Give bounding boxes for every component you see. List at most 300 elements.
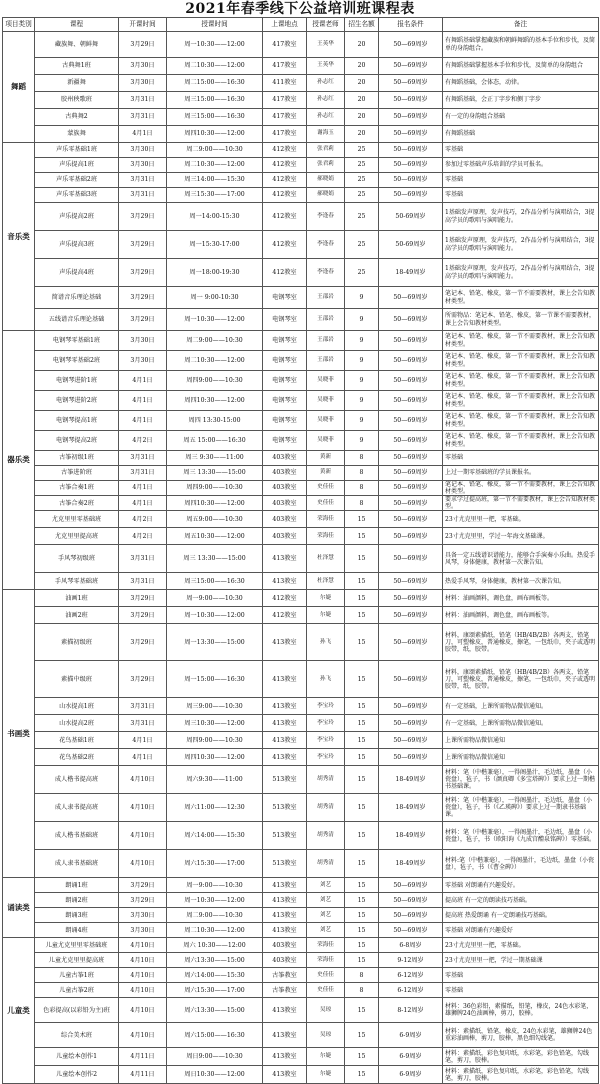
teacher-cell: 吴晓菲 — [307, 371, 345, 391]
requirement-cell: 50—69周岁 — [379, 126, 443, 143]
quota-cell: 25 — [345, 231, 379, 259]
quota-cell: 20 — [345, 92, 379, 109]
location-cell: 电钢琴室 — [263, 309, 307, 331]
course-cell: 儿童绘本创作1 — [35, 1048, 119, 1066]
category-cell: 儿童类 — [3, 938, 35, 1084]
class-time-cell: 周六15:30——17:00 — [167, 983, 263, 998]
notes-cell: 提高班 有一定的朗读技巧基础。 — [443, 893, 599, 908]
teacher-cell: 黄新 — [307, 451, 345, 466]
requirement-cell: 50—69周岁 — [379, 143, 443, 158]
notes-cell: 23寸尤克里里一把，零基础。 — [443, 938, 599, 953]
quota-cell: 15 — [345, 794, 379, 822]
location-cell: 513教室 — [263, 766, 307, 794]
quota-cell: 8 — [345, 983, 379, 998]
start-date-cell: 3月30日 — [119, 331, 167, 351]
quota-cell: 15 — [345, 822, 379, 850]
start-date-cell: 4月11日 — [119, 1066, 167, 1084]
notes-cell: 笔记本、铅笔、橡皮，第一节不需要教材，课上会告知教材类型。 — [443, 331, 599, 351]
requirement-cell: 50—69周岁 — [379, 908, 443, 923]
table-row — [3, 573, 599, 590]
class-time-cell: 周二10:30——12:00 — [167, 923, 263, 938]
quota-cell: 25 — [345, 259, 379, 287]
requirement-cell: 50—69周岁 — [379, 481, 443, 496]
notes-cell: 笔记本、铅笔、橡皮，第一节不需要教材，课上会告知教材类型。 — [443, 431, 599, 451]
quota-cell: 15 — [345, 938, 379, 953]
requirement-cell: 50—69周岁 — [379, 573, 443, 590]
notes-cell: 笔记本、铅笔、橡皮，第一节不需要教材，课上会告知教材类型。 — [443, 391, 599, 411]
teacher-cell: 李逢春 — [307, 259, 345, 287]
notes-cell: 提高班 热爱朗诵 有一定朗诵技巧基础。 — [443, 908, 599, 923]
teacher-cell: 郝晓娟 — [307, 188, 345, 203]
table-row — [3, 766, 599, 794]
course-cell: 蒙族舞 — [35, 126, 119, 143]
quota-cell: 15 — [345, 698, 379, 715]
requirement-cell: 50—69周岁 — [379, 32, 443, 58]
quota-cell: 25 — [345, 173, 379, 188]
table-row — [3, 466, 599, 481]
class-time-cell: 周六 10:30——12:00 — [167, 938, 263, 953]
table-row — [3, 351, 599, 371]
table-row — [3, 1048, 599, 1066]
teacher-cell: 史佳佳 — [307, 968, 345, 983]
start-date-cell: 3月31日 — [119, 573, 167, 590]
course-cell: 电钢琴提高2班 — [35, 431, 119, 451]
table-row — [3, 143, 599, 158]
teacher-cell: 胡秀清 — [307, 794, 345, 822]
teacher-cell: 张君莉 — [307, 158, 345, 173]
start-date-cell: 3月29日 — [119, 259, 167, 287]
teacher-cell: 荣海佳 — [307, 511, 345, 528]
requirement-cell: 50-69周岁 — [379, 203, 443, 231]
table-row — [3, 109, 599, 126]
quota-cell: 25 — [345, 143, 379, 158]
course-cell: 声乐零基础3班 — [35, 188, 119, 203]
table-row — [3, 496, 599, 511]
notes-cell: 材料：笔（中楷兼毫），一得阁墨汁，毛边纸，墨盘（小瓷盘），毡子，书（颜真卿《多宝塔碑》）要求上过一期楷书基础课。 — [443, 766, 599, 794]
requirement-cell: 18-49周岁 — [379, 850, 443, 878]
start-date-cell: 4月10日 — [119, 850, 167, 878]
location-cell: 电钢琴室 — [263, 411, 307, 431]
location-cell: 417教室 — [263, 32, 307, 58]
course-cell: 素描中级班 — [35, 661, 119, 698]
location-cell: 413教室 — [263, 878, 307, 893]
notes-cell: 1基础发声原理，发声技巧，2作品分析与演唱结合，3提高学员的歌唱与演唱能力。 — [443, 203, 599, 231]
location-cell: 412教室 — [263, 143, 307, 158]
class-time-cell: 周五9:00——10:30 — [167, 511, 263, 528]
quota-cell: 15 — [345, 908, 379, 923]
requirement-cell: 50—69周岁 — [379, 923, 443, 938]
table-row — [3, 794, 599, 822]
start-date-cell: 3月30日 — [119, 75, 167, 92]
table-row — [3, 511, 599, 528]
teacher-cell: 史佳佳 — [307, 496, 345, 511]
location-cell: 417教室 — [263, 126, 307, 143]
start-date-cell: 4月1日 — [119, 496, 167, 511]
start-date-cell: 4月10日 — [119, 968, 167, 983]
notes-cell: 有舞蹈基础掌握藏族和朝鲜舞蹈的基本手位和步伐，及简单的身韵组合。 — [443, 32, 599, 58]
requirement-cell: 50—69周岁 — [379, 466, 443, 481]
start-date-cell: 3月31日 — [119, 451, 167, 466]
table-row — [3, 983, 599, 998]
class-time-cell: 周五10:30——12:00 — [167, 528, 263, 545]
quota-cell: 15 — [345, 1048, 379, 1066]
quota-cell: 20 — [345, 32, 379, 58]
requirement-cell: 50—69周岁 — [379, 75, 443, 92]
class-time-cell: 周三10:30——12:00 — [167, 715, 263, 732]
start-date-cell: 4月1日 — [119, 391, 167, 411]
requirement-cell: 50—69周岁 — [379, 109, 443, 126]
start-date-cell: 4月11日 — [119, 1048, 167, 1066]
table-row — [3, 923, 599, 938]
table-row — [3, 698, 599, 715]
class-time-cell: 周六14:00——15:30 — [167, 968, 263, 983]
teacher-cell: 荣海佳 — [307, 938, 345, 953]
category-cell: 舞蹈 — [3, 32, 35, 143]
quota-cell: 9 — [345, 309, 379, 331]
notes-cell: 材料:笔（中楷兼毫），一得阁墨汁，毛边纸，墨盘（小瓷盘），毡子，书（《曹全碑》） — [443, 850, 599, 878]
start-date-cell: 4月2日 — [119, 431, 167, 451]
notes-cell: 零基础 — [443, 451, 599, 466]
quota-cell: 15 — [345, 624, 379, 661]
class-time-cell: 周三15:00——16:30 — [167, 109, 263, 126]
class-time-cell: 周四 13:30-15:00 — [167, 411, 263, 431]
course-cell: 简谱音乐理论基础 — [35, 287, 119, 309]
teacher-cell: 王邵岩 — [307, 287, 345, 309]
start-date-cell: 4月1日 — [119, 749, 167, 766]
start-date-cell: 4月10日 — [119, 938, 167, 953]
notes-cell: 零基础 对朗诵有兴趣爱好。 — [443, 878, 599, 893]
requirement-cell: 9-12周岁 — [379, 953, 443, 968]
course-cell: 声乐提高4班 — [35, 259, 119, 287]
notes-cell: 材料：36色彩铅，素描纸，铅笔，橡皮，24色水彩笔，雄狮牌24色油画棒，剪刀，胶棒。 — [443, 998, 599, 1023]
notes-cell: 零基础 — [443, 983, 599, 998]
notes-cell: 1基础发声原理，发声技巧，2作品分析与演唱结合，3提高学员的歌唱与演唱能力。 — [443, 231, 599, 259]
requirement-cell: 50—69周岁 — [379, 173, 443, 188]
teacher-cell: 孙志红 — [307, 92, 345, 109]
notes-cell: 所需物品：笔记本、铅笔、橡皮，第一节课不需要教材，课上会告知教材类型。 — [443, 309, 599, 331]
start-date-cell: 3月30日 — [119, 923, 167, 938]
location-cell: 403教室 — [263, 511, 307, 528]
class-time-cell: 周六13:30——15:00 — [167, 998, 263, 1023]
quota-cell: 8 — [345, 466, 379, 481]
notes-cell: 上过一期零基础班的学员课报名。 — [443, 466, 599, 481]
requirement-cell: 50—69周岁 — [379, 188, 443, 203]
class-time-cell: 周四10:30——12:00 — [167, 496, 263, 511]
teacher-cell: 黄新 — [307, 466, 345, 481]
course-cell: 油画1班 — [35, 590, 119, 607]
teacher-cell: 胡秀清 — [307, 766, 345, 794]
course-cell: 朗诵3班 — [35, 908, 119, 923]
requirement-cell: 50—69周岁 — [379, 92, 443, 109]
teacher-cell: 荣海佳 — [307, 528, 345, 545]
requirement-cell: 50—69周岁 — [379, 511, 443, 528]
start-date-cell: 3月29日 — [119, 607, 167, 624]
teacher-cell: 王英华 — [307, 32, 345, 58]
course-cell: 古典舞1班 — [35, 58, 119, 75]
teacher-cell: 胡秀清 — [307, 850, 345, 878]
table-row — [3, 953, 599, 968]
course-cell: 素描初级班 — [35, 624, 119, 661]
class-time-cell: 周四9:00——10:30 — [167, 732, 263, 749]
quota-cell: 20 — [345, 109, 379, 126]
quota-cell: 15 — [345, 1023, 379, 1048]
teacher-cell: 孙飞 — [307, 661, 345, 698]
location-cell: 413教室 — [263, 1023, 307, 1048]
course-cell: 声乐零基础1班 — [35, 143, 119, 158]
notes-cell: 材料：笔（中楷兼毫），一得阁墨汁，毛边纸，墨盘（小瓷盘），毡子，书（《乙瑛碑》）要求上过一期隶书基础课。 — [443, 794, 599, 822]
quota-cell: 9 — [345, 331, 379, 351]
location-cell: 412教室 — [263, 231, 307, 259]
teacher-cell: 吴琼 — [307, 1023, 345, 1048]
table-row — [3, 203, 599, 231]
course-cell: 五线谱音乐理论基础 — [35, 309, 119, 331]
header-quota: 招生名额 — [345, 18, 379, 32]
location-cell: 412教室 — [263, 188, 307, 203]
class-time-cell: 周三9:00——10:30 — [167, 698, 263, 715]
table-row — [3, 231, 599, 259]
class-time-cell: 周六13:30——15:00 — [167, 953, 263, 968]
table-row — [3, 158, 599, 173]
teacher-cell: 刘艺 — [307, 878, 345, 893]
table-row — [3, 938, 599, 953]
notes-cell: 笔记本、铅笔、橡皮，第一节不需要教材，课上会告知教材类型。 — [443, 371, 599, 391]
class-time-cell: 周二15:00——16:30 — [167, 75, 263, 92]
quota-cell: 15 — [345, 607, 379, 624]
teacher-cell: 杜泽慧 — [307, 573, 345, 590]
table-row — [3, 850, 599, 878]
notes-cell: 零基础 — [443, 143, 599, 158]
notes-cell: 上课所需物品微信通知 — [443, 732, 599, 749]
course-cell: 胶州秧歌班 — [35, 92, 119, 109]
teacher-cell: 吴晓菲 — [307, 411, 345, 431]
start-date-cell: 3月29日 — [119, 878, 167, 893]
notes-cell: 材料，康颂素描纸，铅笔（HB/4B/2B）各两支，铅笔刀，可塑橡皮，普通橡皮，擦笔，一包纸巾，夹子或透明胶带，纸，胶带。 — [443, 661, 599, 698]
class-time-cell: 周六14:00——15:30 — [167, 822, 263, 850]
quota-cell: 9 — [345, 431, 379, 451]
start-date-cell: 4月10日 — [119, 983, 167, 998]
requirement-cell: 6-9周岁 — [379, 1023, 443, 1048]
teacher-cell: 胡秀清 — [307, 822, 345, 850]
class-time-cell: 周二10:30——12:00 — [167, 58, 263, 75]
location-cell: 403教室 — [263, 481, 307, 496]
header-requirement: 报名条件 — [379, 18, 443, 32]
notes-cell: 材料，康颂素描纸，铅笔（HB/4B/2B）各两支，铅笔刀，可塑橡皮，普通橡皮，擦笔，一包纸巾，夹子或透明胶带，纸，胶带。 — [443, 624, 599, 661]
start-date-cell: 4月1日 — [119, 732, 167, 749]
requirement-cell: 6-9周岁 — [379, 1066, 443, 1084]
start-date-cell: 3月29日 — [119, 661, 167, 698]
course-schedule-table — [2, 17, 599, 1084]
location-cell: 411教室 — [263, 75, 307, 92]
teacher-cell: 尔婕 — [307, 1048, 345, 1066]
location-cell: 403教室 — [263, 466, 307, 481]
notes-cell: 零基础 — [443, 968, 599, 983]
requirement-cell: 18-49周岁 — [379, 794, 443, 822]
class-time-cell: 周四10:30——12:00 — [167, 391, 263, 411]
course-cell: 花鸟基础2班 — [35, 749, 119, 766]
notes-cell: 有一定基础，上课所需物品微信通知。 — [443, 715, 599, 732]
class-time-cell: 周一13:30——15:00 — [167, 624, 263, 661]
teacher-cell: 尔婕 — [307, 607, 345, 624]
start-date-cell: 3月29日 — [119, 624, 167, 661]
course-cell: 手风琴零基础班 — [35, 573, 119, 590]
table-row — [3, 998, 599, 1023]
location-cell: 417教室 — [263, 58, 307, 75]
start-date-cell: 3月31日 — [119, 715, 167, 732]
location-cell: 513教室 — [263, 794, 307, 822]
header-category: 项目类别 — [3, 18, 35, 32]
class-time-cell: 周四9:00——10:30 — [167, 371, 263, 391]
location-cell: 413教室 — [263, 893, 307, 908]
table-row — [3, 309, 599, 331]
location-cell: 413教室 — [263, 715, 307, 732]
requirement-cell: 50—69周岁 — [379, 431, 443, 451]
table-row — [3, 126, 599, 143]
start-date-cell: 3月31日 — [119, 109, 167, 126]
location-cell: 413教室 — [263, 624, 307, 661]
location-cell: 413教室 — [263, 545, 307, 573]
table-row — [3, 75, 599, 92]
quota-cell: 20 — [345, 75, 379, 92]
course-cell: 声乐提高2班 — [35, 203, 119, 231]
course-cell: 儿童尤克里里提高班 — [35, 953, 119, 968]
notes-cell: 23寸尤克里里，学过一年海文基础课。 — [443, 528, 599, 545]
requirement-cell: 50—69周岁 — [379, 893, 443, 908]
header-start-date: 开课时间 — [119, 18, 167, 32]
location-cell: 413教室 — [263, 908, 307, 923]
course-cell: 山水提高2班 — [35, 715, 119, 732]
requirement-cell: 50—69周岁 — [379, 331, 443, 351]
location-cell: 413教室 — [263, 1048, 307, 1066]
table-header-row — [3, 18, 599, 32]
course-cell: 电钢琴零基础2班 — [35, 351, 119, 371]
course-cell: 朗诵4班 — [35, 923, 119, 938]
notes-cell: 有舞蹈基础，会体态，动律。 — [443, 75, 599, 92]
course-cell: 油画2班 — [35, 607, 119, 624]
location-cell: 412教室 — [263, 259, 307, 287]
course-cell: 尤克里里零基础班 — [35, 511, 119, 528]
location-cell: 412教室 — [263, 158, 307, 173]
class-time-cell: 周一 9:00-10:30 — [167, 287, 263, 309]
notes-cell: 有一定基础，上课所需物品微信通知。 — [443, 698, 599, 715]
start-date-cell: 3月31日 — [119, 173, 167, 188]
teacher-cell: 王英华 — [307, 58, 345, 75]
location-cell: 413教室 — [263, 732, 307, 749]
location-cell: 403教室 — [263, 953, 307, 968]
course-cell: 朗诵2班 — [35, 893, 119, 908]
start-date-cell: 3月29日 — [119, 893, 167, 908]
class-time-cell: 周四10:30——12:00 — [167, 749, 263, 766]
notes-cell: 零基础 — [443, 188, 599, 203]
location-cell: 403教室 — [263, 496, 307, 511]
teacher-cell: 刘艺 — [307, 923, 345, 938]
quota-cell: 15 — [345, 850, 379, 878]
quota-cell: 9 — [345, 411, 379, 431]
teacher-cell: 王邵岩 — [307, 309, 345, 331]
requirement-cell: 8-12周岁 — [379, 998, 443, 1023]
course-cell: 成人楷书提高班 — [35, 766, 119, 794]
requirement-cell: 50—69周岁 — [379, 749, 443, 766]
teacher-cell: 王邵岩 — [307, 351, 345, 371]
start-date-cell: 4月10日 — [119, 794, 167, 822]
table-row — [3, 411, 599, 431]
class-time-cell: 周二10:30——12:00 — [167, 351, 263, 371]
location-cell: 电钢琴室 — [263, 371, 307, 391]
teacher-cell: 王邵岩 — [307, 331, 345, 351]
course-cell: 新疆舞 — [35, 75, 119, 92]
quota-cell: 15 — [345, 893, 379, 908]
table-row — [3, 32, 599, 58]
start-date-cell: 3月30日 — [119, 58, 167, 75]
start-date-cell: 3月30日 — [119, 351, 167, 371]
course-cell: 成人隶书基础班 — [35, 850, 119, 878]
requirement-cell: 50—69周岁 — [379, 371, 443, 391]
start-date-cell: 3月31日 — [119, 92, 167, 109]
location-cell: 古筝教室 — [263, 983, 307, 998]
teacher-cell: 荣海佳 — [307, 953, 345, 968]
start-date-cell: 4月2日 — [119, 511, 167, 528]
location-cell: 513教室 — [263, 850, 307, 878]
table-row — [3, 431, 599, 451]
table-row — [3, 173, 599, 188]
start-date-cell: 3月30日 — [119, 908, 167, 923]
requirement-cell: 50—69周岁 — [379, 391, 443, 411]
quota-cell: 15 — [345, 573, 379, 590]
location-cell: 412教室 — [263, 590, 307, 607]
quota-cell: 15 — [345, 715, 379, 732]
notes-cell: 笔记本、铅笔、橡皮，第一节不需要教材，课上会告知教材类型。 — [443, 411, 599, 431]
notes-cell: 参加过零基础声乐培训的学员可报名。 — [443, 158, 599, 173]
quota-cell: 15 — [345, 953, 379, 968]
start-date-cell: 3月29日 — [119, 309, 167, 331]
table-row — [3, 331, 599, 351]
requirement-cell: 18-49周岁 — [379, 766, 443, 794]
class-time-cell: 周日9:00——10:30 — [167, 1048, 263, 1066]
requirement-cell: 50—69周岁 — [379, 715, 443, 732]
class-time-cell: 周一10:30——12:00 — [167, 32, 263, 58]
table-row — [3, 590, 599, 607]
class-time-cell: 周二9:00——10:30 — [167, 143, 263, 158]
start-date-cell: 3月29日 — [119, 231, 167, 259]
class-time-cell: 周三 9:30——11:00 — [167, 451, 263, 466]
teacher-cell: 谢海玉 — [307, 126, 345, 143]
teacher-cell: 杜泽慧 — [307, 545, 345, 573]
teacher-cell: 史佳佳 — [307, 481, 345, 496]
quota-cell: 15 — [345, 511, 379, 528]
location-cell: 电钢琴室 — [263, 331, 307, 351]
location-cell: 412教室 — [263, 203, 307, 231]
table-body — [3, 32, 599, 1084]
requirement-cell: 50—69周岁 — [379, 411, 443, 431]
requirement-cell: 6-12周岁 — [379, 968, 443, 983]
class-time-cell: 周日10:30——12:00 — [167, 1066, 263, 1084]
notes-cell: 23寸尤克里里一把，学过一期基础课 — [443, 953, 599, 968]
class-time-cell: 周一15:30-17:00 — [167, 231, 263, 259]
quota-cell: 15 — [345, 998, 379, 1023]
notes-cell: 有舞蹈基础 — [443, 126, 599, 143]
course-cell: 声乐提高1班 — [35, 158, 119, 173]
location-cell: 417教室 — [263, 92, 307, 109]
quota-cell: 15 — [345, 661, 379, 698]
location-cell: 413教室 — [263, 749, 307, 766]
category-cell: 书画类 — [3, 590, 35, 878]
table-row — [3, 878, 599, 893]
table-row — [3, 528, 599, 545]
header-course: 课程 — [35, 18, 119, 32]
start-date-cell: 4月1日 — [119, 411, 167, 431]
course-cell: 电钢琴进阶1班 — [35, 371, 119, 391]
course-cell: 山水提高1班 — [35, 698, 119, 715]
quota-cell: 9 — [345, 371, 379, 391]
